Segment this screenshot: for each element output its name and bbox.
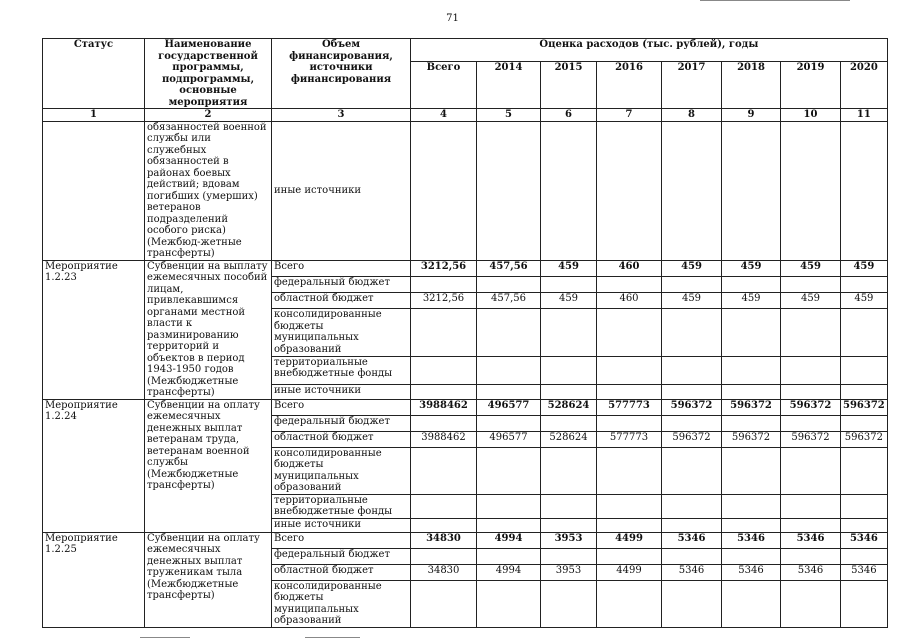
value-cell: 459 (541, 292, 597, 308)
value-cell: 459 (841, 292, 888, 308)
col-number: 1 (43, 109, 145, 122)
bottom-rule-right (305, 637, 360, 638)
value-cell (477, 494, 541, 518)
funding-source-cell: иные источники (272, 518, 411, 532)
program-name-cell: Субвенции на оплату ежемесячных денежных выплат труженикам тыла (Межбюджетные трансферты) (145, 532, 272, 627)
value-cell (541, 356, 597, 384)
value-cell: 459 (781, 292, 841, 308)
value-cell (411, 356, 477, 384)
value-cell: 3988462 (411, 399, 477, 415)
value-cell (841, 121, 888, 260)
value-cell (722, 121, 781, 260)
value-cell (722, 518, 781, 532)
col-number: 7 (597, 109, 662, 122)
value-cell (541, 580, 597, 627)
funding-row (43, 532, 888, 548)
value-cell: 460 (597, 292, 662, 308)
value-cell: 5346 (662, 564, 722, 580)
funding-source-cell: Всего (272, 399, 411, 415)
value-cell (841, 356, 888, 384)
status-cell: Мероприятие 1.2.24 (43, 399, 145, 532)
value-cell (662, 356, 722, 384)
value-cell (841, 518, 888, 532)
value-cell: 4499 (597, 532, 662, 548)
value-cell: 3953 (541, 532, 597, 548)
value-cell (541, 447, 597, 494)
funding-source-cell: консолидированные бюджеты муниципальных образований (272, 580, 411, 627)
header-total: Всего (411, 61, 477, 108)
value-cell (722, 276, 781, 292)
value-cell (781, 494, 841, 518)
col-number: 9 (722, 109, 781, 122)
col-number: 5 (477, 109, 541, 122)
value-cell (597, 309, 662, 357)
value-cell (477, 309, 541, 357)
value-cell (662, 548, 722, 564)
header-year: 2015 (541, 61, 597, 108)
value-cell (541, 276, 597, 292)
value-cell (781, 385, 841, 399)
value-cell (597, 385, 662, 399)
value-cell (662, 309, 722, 357)
value-cell (597, 580, 662, 627)
value-cell (662, 385, 722, 399)
expenditure-table (42, 38, 888, 628)
value-cell (541, 548, 597, 564)
value-cell: 496577 (477, 431, 541, 447)
value-cell (841, 548, 888, 564)
value-cell (411, 385, 477, 399)
value-cell (781, 580, 841, 627)
value-cell (662, 415, 722, 431)
value-cell: 34830 (411, 564, 477, 580)
value-cell (781, 276, 841, 292)
value-cell (477, 518, 541, 532)
value-cell: 5346 (781, 532, 841, 548)
value-cell: 5346 (722, 532, 781, 548)
value-cell: 596372 (841, 399, 888, 415)
col-number: 6 (541, 109, 597, 122)
value-cell (541, 309, 597, 357)
value-cell (722, 309, 781, 357)
value-cell (411, 548, 477, 564)
value-cell: 4994 (477, 564, 541, 580)
value-cell (781, 518, 841, 532)
funding-source-cell: областной бюджет (272, 292, 411, 308)
value-cell (477, 356, 541, 384)
status-cell: Мероприятие 1.2.23 (43, 260, 145, 399)
col-number: 4 (411, 109, 477, 122)
value-cell (541, 121, 597, 260)
value-cell (662, 447, 722, 494)
value-cell: 596372 (841, 431, 888, 447)
value-cell (781, 121, 841, 260)
value-cell: 596372 (722, 399, 781, 415)
value-cell: 459 (722, 292, 781, 308)
header-year: 2019 (781, 61, 841, 108)
value-cell: 457,56 (477, 292, 541, 308)
value-cell: 5346 (662, 532, 722, 548)
value-cell: 4994 (477, 532, 541, 548)
value-cell (841, 580, 888, 627)
value-cell (781, 447, 841, 494)
value-cell: 577773 (597, 431, 662, 447)
value-cell (411, 121, 477, 260)
value-cell: 5346 (722, 564, 781, 580)
value-cell (597, 415, 662, 431)
value-cell: 459 (722, 260, 781, 276)
value-cell: 596372 (662, 431, 722, 447)
funding-source-cell: федеральный бюджет (272, 548, 411, 564)
value-cell: 459 (841, 260, 888, 276)
value-cell (411, 518, 477, 532)
header-year: 2020 (841, 61, 888, 108)
value-cell: 3212,56 (411, 260, 477, 276)
value-cell (597, 518, 662, 532)
col-number: 2 (145, 109, 272, 122)
value-cell (841, 276, 888, 292)
value-cell (477, 385, 541, 399)
funding-row (43, 399, 888, 415)
value-cell (411, 494, 477, 518)
column-number-row (43, 109, 888, 122)
header-name: Наименование государственной программы, подпрограммы, основные мероприятия (145, 39, 272, 109)
value-cell (541, 518, 597, 532)
value-cell (722, 494, 781, 518)
funding-row (43, 260, 888, 276)
value-cell (841, 309, 888, 357)
header-year: 2018 (722, 61, 781, 108)
value-cell (841, 385, 888, 399)
value-cell (541, 415, 597, 431)
header-year: 2014 (477, 61, 541, 108)
value-cell: 457,56 (477, 260, 541, 276)
value-cell (841, 447, 888, 494)
funding-source-cell: территориальные внебюджетные фонды (272, 494, 411, 518)
value-cell (722, 580, 781, 627)
header-estimate: Оценка расходов (тыс. рублей), годы (411, 39, 888, 62)
value-cell (411, 415, 477, 431)
value-cell (477, 447, 541, 494)
value-cell (781, 415, 841, 431)
value-cell (781, 548, 841, 564)
value-cell (722, 415, 781, 431)
value-cell: 460 (597, 260, 662, 276)
value-cell (597, 276, 662, 292)
funding-source-cell: Всего (272, 260, 411, 276)
value-cell (662, 276, 722, 292)
funding-source-cell: Всего (272, 532, 411, 548)
value-cell: 5346 (841, 564, 888, 580)
value-cell: 528624 (541, 431, 597, 447)
value-cell: 459 (781, 260, 841, 276)
funding-source-cell: консолидированные бюджеты муниципальных образований (272, 309, 411, 357)
value-cell (597, 548, 662, 564)
header-funding: Объем финансирования, источники финансирования (272, 39, 411, 109)
value-cell (477, 415, 541, 431)
value-cell: 4499 (597, 564, 662, 580)
header-status: Статус (43, 39, 145, 109)
col-number: 8 (662, 109, 722, 122)
value-cell: 459 (541, 260, 597, 276)
value-cell: 3988462 (411, 431, 477, 447)
value-cell: 596372 (722, 431, 781, 447)
value-cell (722, 447, 781, 494)
value-cell (781, 356, 841, 384)
status-cell (43, 121, 145, 260)
value-cell: 528624 (541, 399, 597, 415)
header-year: 2017 (662, 61, 722, 108)
value-cell (541, 494, 597, 518)
value-cell (477, 580, 541, 627)
value-cell (722, 548, 781, 564)
funding-source-cell: иные источники (272, 121, 411, 260)
value-cell: 596372 (781, 399, 841, 415)
value-cell (781, 309, 841, 357)
value-cell (411, 309, 477, 357)
value-cell (841, 415, 888, 431)
value-cell: 5346 (841, 532, 888, 548)
value-cell (411, 447, 477, 494)
continuation-row (43, 121, 888, 260)
page-number: 71 (446, 13, 459, 24)
value-cell (411, 276, 477, 292)
funding-source-cell: иные источники (272, 385, 411, 399)
value-cell: 596372 (781, 431, 841, 447)
value-cell (477, 548, 541, 564)
value-cell (662, 121, 722, 260)
value-cell (662, 580, 722, 627)
funding-source-cell: областной бюджет (272, 564, 411, 580)
value-cell: 3212,56 (411, 292, 477, 308)
program-name-cell: Субвенции на выплату ежемесячных пособий лицам, привлекавшимся органами местной власти к разминированию территорий и объектов в период 1943-1950 годов (Межбюджетные трансферты) (145, 260, 272, 399)
funding-source-cell: федеральный бюджет (272, 276, 411, 292)
col-number: 10 (781, 109, 841, 122)
bottom-rule-left (140, 637, 190, 638)
program-name-cell: Субвенции на оплату ежемесячных денежных выплат ветеранам труда, ветеранам военной службы (Межбюджетные трансферты) (145, 399, 272, 532)
funding-source-cell: территориальные внебюджетные фонды (272, 356, 411, 384)
header-year: 2016 (597, 61, 662, 108)
value-cell: 459 (662, 260, 722, 276)
value-cell (541, 385, 597, 399)
value-cell (597, 494, 662, 518)
value-cell: 496577 (477, 399, 541, 415)
value-cell: 3953 (541, 564, 597, 580)
status-cell: Мероприятие 1.2.25 (43, 532, 145, 627)
header-row (43, 39, 888, 62)
value-cell (662, 518, 722, 532)
value-cell (411, 580, 477, 627)
value-cell (597, 121, 662, 260)
value-cell (722, 385, 781, 399)
value-cell (662, 494, 722, 518)
col-number: 3 (272, 109, 411, 122)
program-name-cell: обязанностей военной службы или служебных обязанностей в районах боевых действий; вдовам погибших (умерших) ветеранов подразделений особого риска) (Межбюд-жетные трансферты) (145, 121, 272, 260)
value-cell (841, 494, 888, 518)
funding-source-cell: консолидированные бюджеты муниципальных образований (272, 447, 411, 494)
col-number: 11 (841, 109, 888, 122)
funding-source-cell: федеральный бюджет (272, 415, 411, 431)
value-cell: 577773 (597, 399, 662, 415)
value-cell (597, 356, 662, 384)
value-cell: 459 (662, 292, 722, 308)
value-cell (722, 356, 781, 384)
value-cell (477, 121, 541, 260)
value-cell: 34830 (411, 532, 477, 548)
funding-source-cell: областной бюджет (272, 431, 411, 447)
value-cell: 596372 (662, 399, 722, 415)
value-cell (477, 276, 541, 292)
top-rule (700, 0, 850, 1)
value-cell: 5346 (781, 564, 841, 580)
value-cell (597, 447, 662, 494)
